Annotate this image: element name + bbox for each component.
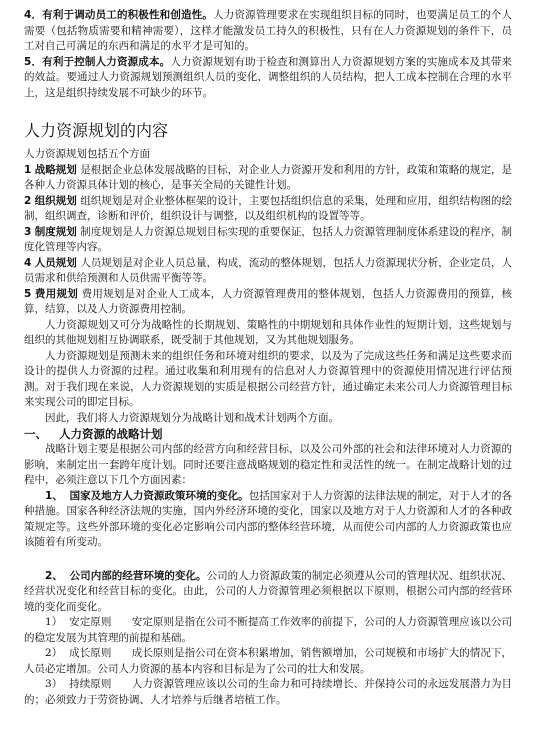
item-term: 人员规划 (34, 256, 77, 269)
item-number: 4 (24, 256, 32, 269)
principle-text: 安定原则是指在公司不断提高工作效率的前提下，公司的人力资源管理应该以公司的稳定发展为其管理的前提和基础。 (24, 616, 513, 644)
planning-item (24, 287, 512, 318)
item-number: 2 (24, 194, 32, 207)
intro-point-4 (24, 8, 512, 55)
paragraph: 因此，我们将人力资源规划分为战略计划和战术计划两个方面。 (45, 411, 339, 424)
heading-number: 一、 (24, 427, 47, 441)
principle-item (24, 677, 512, 708)
principle-text: 人力资源管理应该以公司的生命力和可持续增长、并保持公司的永远发展潜力为目的；必须致力于劳资协调、人才培养与后继者培植工作。 (24, 678, 513, 706)
principle-item (24, 615, 512, 646)
paragraph: 人力资源规划是预测未来的组织任务和环境对组织的要求，以及为了完成这些任务和满足这些要求而设计的提供人力资源的过程。通过收集和利用现有的信息对人力资源管理中的资源使用情况进行评估预测。对于我们现在来说，人力资源规划的实质是根据公司经营方针，通过确定未来公司人力资源管理目标来实现公司的即定目标。 (24, 349, 512, 408)
item-text: 制度规划是人力资源总规划目标实现的重要保证，包括人力资源管理制度体系建设的程序，制度化管理等内容。 (24, 225, 513, 253)
strategy-heading (24, 426, 512, 442)
planning-items-list (24, 163, 512, 318)
section-lead: 人力资源规划包括五个方面 (24, 148, 150, 160)
principle-number: 2） (45, 647, 63, 659)
item-number: 1 (24, 163, 32, 176)
heading-text: 人力资源的战略计划 (59, 427, 163, 441)
document-page (24, 8, 512, 708)
principle-text: 成长原则是指公司在资本积累增加，销售额增加，公司规模和市场扩大的情况下，人员必定增加。公司人力资源的基本内容和目标是为了公司的壮大和发展。 (24, 647, 513, 675)
point-title: 有利于调动员工的积极性和创造性。 (42, 9, 214, 21)
factor-number: 1、 (45, 489, 63, 502)
factor-1 (24, 489, 512, 551)
principle-title: 持续原则 (69, 678, 112, 690)
item-term: 费用规划 (34, 287, 78, 300)
principle-title: 成长原则 (69, 647, 112, 659)
item-term: 组织规划 (34, 194, 77, 207)
planning-item (24, 163, 512, 194)
principles-list (24, 615, 512, 708)
point-text: 人力资源管理要求在实现组织目标的同时，也要满足员工的个人需要（包括物质需要和精神需要），这样才能激发员工持久的积极性，只有在人力资源规划的条件下，员工对自己可满足的东西和满足的水平才是可知的。 (24, 9, 513, 52)
item-term: 制度规划 (34, 225, 77, 238)
point-number: 5． (24, 55, 43, 68)
point-number: 4． (24, 9, 43, 21)
point-title: 有利于控制人力资源成本。 (42, 55, 171, 68)
principle-number: 1） (45, 616, 63, 628)
paragraph: 战略计划主要是根据公司内部的经营方向和经营目标，以及公司外部的社会和法律环境对人力资源的影响，来制定出一套跨年度计划。同时还要注意战略规划的稳定性和灵活性的统一。在制定战略计划的过程中，必须注意以下几个方面因素： (24, 443, 512, 486)
factor-number: 2、 (45, 569, 63, 582)
factor-text: 包括国家对于人力资源的法律法规的制定，对于人才的各种措施。国家各种经济法规的实施，国内外经济环境的变化，国家以及地方对于人力资源和人才的各种政策规定等。这些外部环境的变化必定影响公司内部的整体经营环境，从而使公司内部的人力资源政策也应该随着有所变动。 (24, 489, 513, 548)
principle-title: 安定原则 (69, 616, 112, 628)
planning-item (24, 225, 512, 256)
planning-item (24, 256, 512, 287)
factor-title: 公司内部的经营环境的变化。 (69, 569, 207, 582)
planning-item (24, 194, 512, 225)
intro-point-5 (24, 55, 512, 102)
item-text: 组织规划是对企业整体框架的设计，主要包括组织信息的采集，处理和应用，组织结构图的绘制，组织调查，诊断和评价，组织设计与调整，以及组织机构的设置等等。 (24, 194, 513, 222)
item-text: 费用规划是对企业人工成本，人力资源管理费用的整体规划，包括人力资源费用的预算，核算，结算，以及人力资源费用控制。 (24, 287, 513, 315)
item-number: 5 (24, 287, 32, 300)
point-text: 人力资源规划有助于检查和测算出人力资源规划方案的实施成本及其带来的效益。要通过人力资源规划预测组织人员的变化，调整组织的人员结构，把人工成本控制在合理的水平上，这是组织持续发展不可缺少的环节。 (24, 55, 512, 99)
principle-number: 3） (45, 678, 63, 690)
item-number: 3 (24, 225, 32, 238)
principle-item (24, 646, 512, 677)
factor-title: 国家及地方人力资源政策环境的变化。 (69, 489, 249, 502)
item-text: 人员规划是对企业人员总量，构成，流动的整体规划，包括人力资源现状分析，企业定员，人员需求和供给预测和人员供需平衡等等。 (24, 256, 513, 284)
item-term: 战略规划 (34, 163, 77, 176)
item-text: 是根据企业总体发展战略的目标，对企业人力资源开发和利用的方针，政策和策略的规定，是各种人力资源具体计划的核心，是事关全局的关键性计划。 (24, 163, 513, 191)
section-title: 人力资源规划的内容 (24, 121, 169, 140)
paragraph: 人力资源规划又可分为战略性的长期规划、策略性的中期规划和具体作业性的短期计划，这些规划与组织的其他规划相互协调联系，既受制于其他规划，又为其他规划服务。 (24, 318, 512, 346)
factor-text: 公司的人力资源政策的制定必须遵从公司的管理状况、组织状况、经营状况变化和经营目标的变化。由此，公司的人力资源管理必须根据以下原则，根据公司内部的经营环境的变化而变化。 (24, 569, 512, 613)
factor-2 (24, 569, 512, 616)
